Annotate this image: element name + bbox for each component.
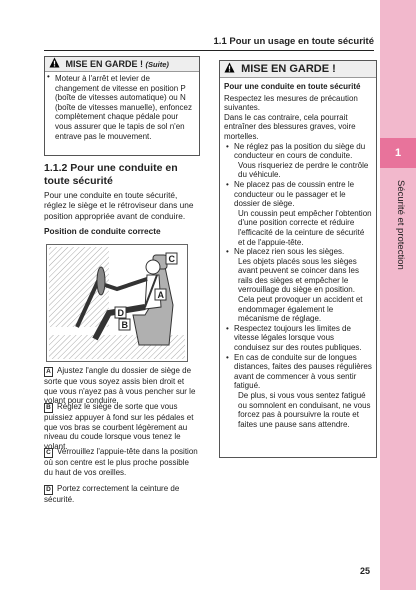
warning-triangle-icon bbox=[224, 62, 235, 73]
warning-box-safe-driving bbox=[219, 60, 377, 458]
legend-text-a: Ajustez l'angle du dossier de siège de sorte que vous soyez assis bien droit et que vous n'ayez pas à vous pencher sur le volant pour conduire. bbox=[44, 366, 196, 406]
warning-box-continued bbox=[44, 56, 200, 156]
page-number: 25 bbox=[360, 566, 371, 576]
warning-box-header bbox=[45, 57, 199, 72]
warning-bullet-detail: Un coussin peut empêcher l'obtention d'une position correcte et réduire l'efficacité de la ceinture de sécurité et de l'appuie-tête. bbox=[238, 208, 372, 247]
warning-bullet-detail: Vous risqueriez de perdre le contrôle du véhicule. bbox=[238, 160, 369, 180]
driving-position-figure bbox=[46, 244, 188, 362]
driver-seat-illustration bbox=[47, 245, 187, 361]
chapter-number-tab[interactable]: 1 bbox=[380, 138, 416, 168]
figure-heading: Position de conduite correcte bbox=[44, 226, 161, 236]
section-intro: Pour une conduite en toute sécurité, réglez le siège et le rétroviseur dans une position appropriée avant de conduire. bbox=[44, 190, 194, 221]
warning-triangle-icon bbox=[49, 57, 60, 68]
warning-paragraph: Respectez les mesures de précaution suivantes. bbox=[224, 93, 358, 113]
warning-box-header bbox=[220, 61, 376, 78]
running-header: 1.1 Pour un usage en toute sécurité bbox=[213, 36, 374, 47]
legend-item-c bbox=[44, 447, 198, 477]
warning-bullet: • Moteur à l'arrêt et levier de changement de vitesse en position P (boîte de vitesses automatique) ou N (boîte de vitesses manuelle), enfoncez complètement chaque pédale pour vous assurer que le tapis de sol n'en entrave pas le mouvement. bbox=[45, 72, 199, 141]
section-heading: 1.1.2 Pour une conduite en toute sécurité bbox=[44, 162, 178, 187]
legend-key-d: D bbox=[44, 485, 53, 495]
legend-key-b: B bbox=[44, 403, 53, 413]
callout-d-label: D bbox=[117, 308, 124, 318]
warning-bullet: • En cas de conduite sur de longues distances, faites des pauses régulières avant de commencer à vous sentir fatigué. bbox=[224, 353, 372, 391]
warning-bullet: • Ne réglez pas la position du siège du conducteur en cours de conduite. bbox=[224, 142, 372, 161]
legend-item-b bbox=[44, 402, 198, 451]
callout-a-label: A bbox=[157, 290, 164, 300]
warning-paragraph: Dans le cas contraire, cela pourrait entraîner des blessures graves, voire mortelles. bbox=[224, 112, 356, 141]
warning-subtitle: Pour une conduite en toute sécurité bbox=[224, 82, 361, 91]
warning-title: MISE EN GARDE ! bbox=[65, 59, 144, 69]
warning-bullet-detail: Les objets placés sous les sièges avant peuvent se coincer dans les rails des sièges et empêcher le verrouillage du siège en position. Cela peut provoquer un accident et endommager également le mécanisme de réglage. bbox=[238, 256, 363, 324]
legend-text-d: Portez correctement la ceinture de sécurité. bbox=[44, 484, 180, 504]
callout-b-label: B bbox=[121, 320, 128, 330]
legend-key-a: A bbox=[44, 367, 53, 377]
warning-bullet: • Respectez toujours les limites de vitesse légales lorsque vous conduisez sur des routes publiques. bbox=[224, 324, 372, 353]
legend-item-d bbox=[44, 484, 198, 505]
legend-text-b: Réglez le siège de sorte que vous puissiez appuyer à fond sur les pédales et que vos bras se courbent légèrement au niveau du coude lorsque vous tenez le volant. bbox=[44, 402, 194, 451]
legend-key-c: C bbox=[44, 448, 53, 458]
legend-text-c: Verrouillez l'appuie-tête dans la position où son centre est le plus proche possible du haut de vos oreilles. bbox=[44, 447, 198, 477]
chapter-title-vertical: Sécurité et protection bbox=[395, 180, 406, 270]
warning-continued-label: (Suite) bbox=[145, 60, 169, 69]
callout-c-label: C bbox=[168, 254, 175, 264]
warning-bullet-detail: De plus, si vous vous sentez fatigué ou somnolent en conduisant, ne vous forcez pas à poursuivre la route et faites une pause sans attendre. bbox=[238, 391, 371, 429]
warning-bullet: • Ne placez rien sous les sièges. bbox=[224, 247, 372, 257]
warning-title: MISE EN GARDE ! bbox=[241, 63, 336, 75]
warning-bullet: • Ne placez pas de coussin entre le conducteur ou le passager et le dossier de siège. bbox=[224, 180, 372, 209]
header-rule bbox=[44, 50, 374, 51]
legend-item-a bbox=[44, 366, 198, 406]
